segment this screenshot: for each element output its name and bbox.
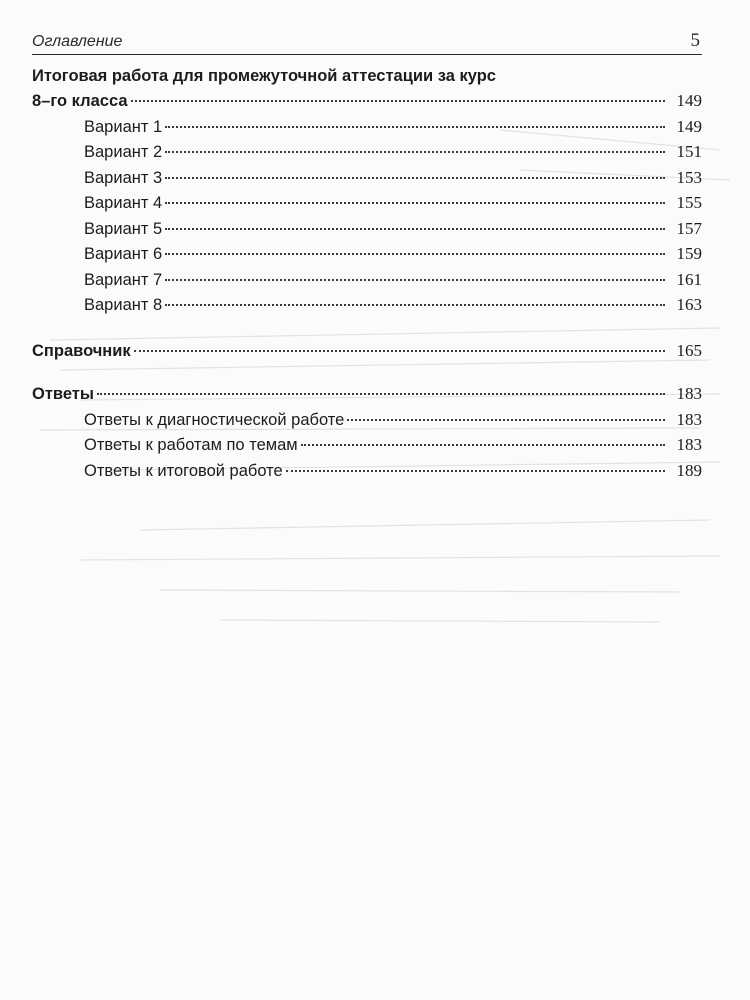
section-spacer [32,318,702,338]
toc-entry-answers-diagnostic[interactable] [32,407,702,433]
toc-entry-answers-topics[interactable] [32,432,702,458]
dot-leader [347,419,665,421]
dot-leader [165,126,665,128]
toc-entry-label: Вариант 2 [84,143,163,161]
dot-leader [165,228,665,230]
toc-entry-variant-7[interactable] [32,267,702,293]
toc-entry-answers[interactable] [32,381,702,407]
toc-entry-label: Вариант 3 [84,168,163,187]
toc-entry-variant-6[interactable] [32,241,702,267]
toc-entry-label: Справочник [32,341,131,360]
toc-entry-label: Вариант 1 [84,117,163,136]
toc-entry-label: Ответы к диагностической работе [84,410,345,429]
header-page-number: 5 [690,30,700,51]
table-of-contents [32,64,702,483]
toc-entry-label: Вариант 4 [84,194,163,212]
toc-entry-page: 157 [676,218,702,238]
header-title: Оглавление [32,33,123,50]
dot-leader [165,177,665,179]
toc-entry-page: 183 [676,409,702,429]
toc-entry-page: 163 [676,295,702,314]
running-header [32,30,702,55]
toc-entry-label: Ответы к итоговой работе [84,461,283,480]
toc-entry-page: 151 [676,142,702,161]
toc-section-heading-final-work: Итоговая работа для промежуточной аттестации за курс [32,67,496,85]
toc-entry-variant-8[interactable] [32,292,702,318]
toc-entry-reference[interactable] [32,338,702,364]
toc-entry-page: 189 [676,460,702,480]
dot-leader [165,279,665,281]
dot-leader [131,100,665,102]
toc-entry-page: 155 [676,193,702,212]
toc-entry-label: Вариант 8 [84,296,163,314]
dot-leader [97,393,665,395]
toc-entry-page: 159 [676,244,702,263]
dot-leader [165,151,665,153]
toc-entry-label: Вариант 5 [84,219,163,238]
dot-leader [286,470,665,472]
toc-entry-page: 183 [676,435,702,454]
toc-entry-answers-final[interactable] [32,458,702,484]
toc-entry-page: 149 [676,91,702,110]
toc-entry-variant-3[interactable] [32,165,702,191]
toc-entry-label: Вариант 7 [84,270,163,289]
dot-leader [165,202,665,204]
toc-entry-page: 149 [676,116,702,136]
dot-leader [301,444,665,446]
toc-entry-page: 165 [676,340,702,360]
toc-entry-page: 183 [676,384,702,403]
toc-entry-label: Ответы [32,385,94,403]
toc-entry-page: 153 [676,167,702,187]
dot-leader [165,253,665,255]
toc-entry-label: 8–го класса [32,92,128,110]
dot-leader [165,304,665,306]
toc-entry-variant-2[interactable] [32,139,702,165]
dot-leader [134,350,665,352]
toc-entry-variant-1[interactable] [32,114,702,140]
toc-entry-final-work[interactable] [32,88,702,114]
toc-entry-label: Ответы к работам по темам [84,436,298,454]
toc-entry-variant-4[interactable] [32,190,702,216]
toc-entry-label: Вариант 6 [84,245,163,263]
section-spacer [32,363,702,381]
toc-entry-variant-5[interactable] [32,216,702,242]
toc-entry-page: 161 [676,269,702,289]
